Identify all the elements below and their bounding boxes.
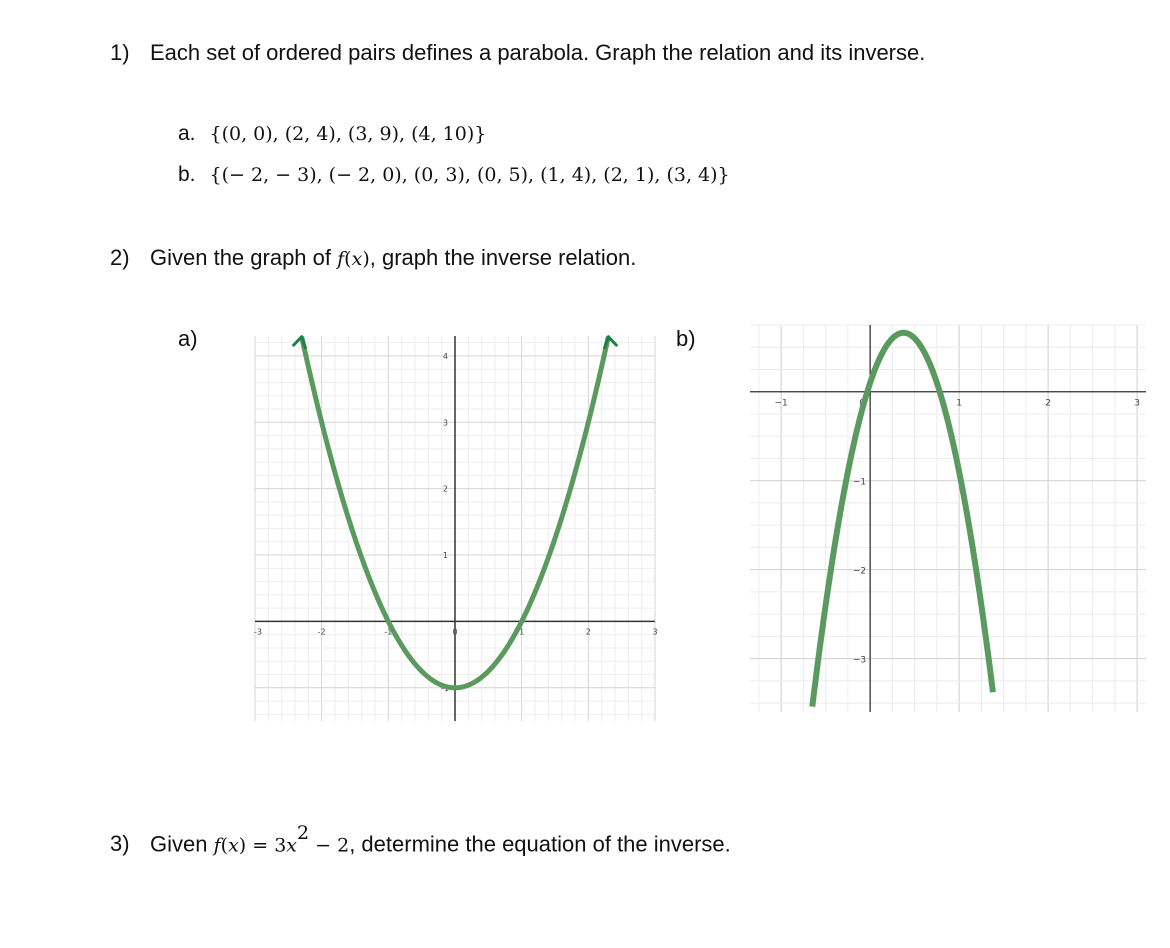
- x-tick-label: 3: [652, 627, 658, 637]
- question-3-paren-close: ): [238, 834, 247, 857]
- item-a-set: {(0, 0), (2, 4), (3, 9), (4, 10)}: [209, 123, 487, 145]
- question-3-rest: − 2: [309, 834, 350, 857]
- question-1-number: 1): [110, 40, 130, 65]
- graph-b-curve: [812, 333, 993, 707]
- question-1: [110, 40, 925, 66]
- x-tick-label: 2: [585, 627, 591, 637]
- question-2-paren-close: ): [362, 248, 370, 270]
- y-tick-label: 2: [442, 484, 448, 494]
- graph-b-label: b): [676, 326, 696, 351]
- y-tick-label: −1: [852, 477, 867, 488]
- question-3-text-before: Given: [150, 831, 214, 857]
- x-tick-label: -2: [317, 627, 326, 637]
- y-tick-label: 4: [442, 351, 448, 361]
- item-b-label: b.: [178, 163, 196, 186]
- x-tick-label: −1: [774, 398, 788, 409]
- question-3-exponent: 2: [297, 822, 310, 844]
- x-tick-label: 2: [1045, 398, 1051, 409]
- graph-b-grid: [750, 325, 1146, 712]
- x-tick-label: -3: [254, 627, 262, 637]
- question-3: [110, 822, 731, 857]
- y-tick-label: −3: [852, 655, 867, 666]
- x-tick-label: -1: [384, 627, 393, 637]
- x-tick-label: 1: [519, 627, 525, 637]
- graph-b-axes: [750, 325, 1146, 712]
- graph-a: [254, 336, 658, 721]
- item-b-set: {(− 2, − 3), (− 2, 0), (0, 3), (0, 5), (1, 4), (2, 1), (3, 4)}: [209, 164, 730, 186]
- y-tick-label: 3: [442, 418, 448, 428]
- question-2-func: f: [337, 248, 345, 270]
- y-tick-label: 1: [442, 551, 448, 561]
- question-1-text: Each set of ordered pairs defines a parabola. Graph the relation and its inverse.: [150, 40, 926, 65]
- x-tick-label: 0: [859, 398, 866, 409]
- y-tick-label: -1: [441, 683, 449, 693]
- question-1-item-a: [178, 122, 486, 146]
- question-2-number: 2): [110, 245, 130, 270]
- question-2-text-before: Given the graph of: [150, 245, 338, 270]
- graph-a-label: a): [178, 326, 198, 351]
- graph-b-tick-labels: [775, 399, 1140, 666]
- question-3-var: x: [228, 834, 239, 857]
- x-tick-label: 3: [1134, 398, 1140, 409]
- question-3-number: 3): [110, 831, 130, 857]
- question-2-text-after: , graph the inverse relation.: [369, 245, 637, 270]
- question-3-var-2: x: [286, 834, 298, 857]
- x-tick-label: 0: [452, 627, 458, 637]
- question-3-equals: =: [246, 834, 275, 857]
- question-3-text-after: , determine the equation of the inverse.: [349, 831, 731, 857]
- question-3-func: f: [213, 834, 221, 857]
- question-3-paren-open: (: [220, 834, 229, 857]
- question-2: [110, 245, 636, 271]
- question-3-coef: 3: [274, 834, 287, 857]
- question-1-item-b: [178, 163, 730, 187]
- x-tick-label: 1: [956, 398, 962, 409]
- question-2-paren-open: (: [344, 248, 352, 270]
- question-2-var: x: [351, 248, 363, 270]
- y-tick-label: −2: [852, 566, 867, 577]
- graph-b: [750, 325, 1146, 712]
- item-a-label: a.: [178, 122, 196, 145]
